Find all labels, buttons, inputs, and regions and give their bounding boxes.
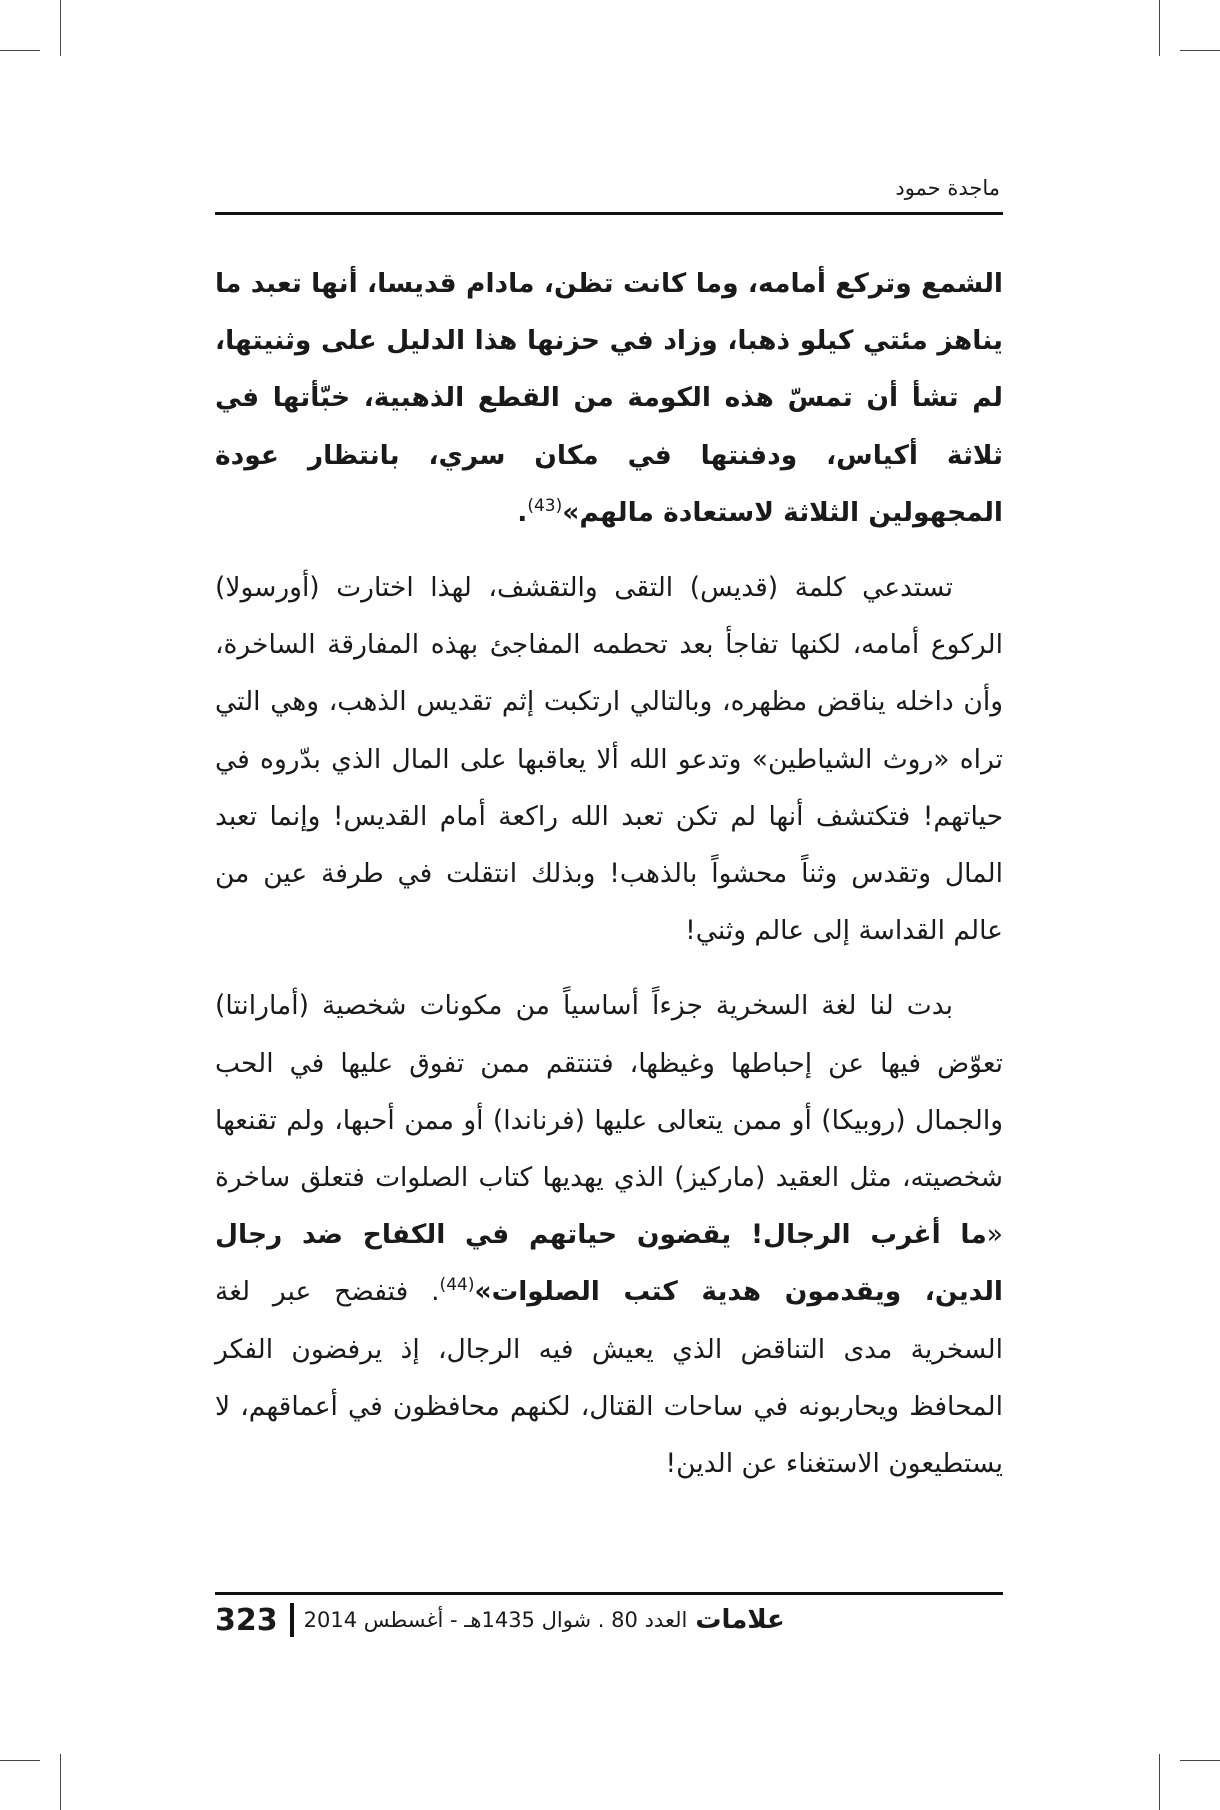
page-number: 323	[215, 1602, 278, 1638]
crop-mark	[1180, 50, 1220, 51]
footer	[215, 1600, 1003, 1640]
footnote-ref-43: (43)	[527, 495, 563, 516]
crop-mark	[1159, 0, 1160, 56]
paragraph-saint: تستدعي كلمة (قديس) التقى والتقشف، لهذا اختارت (أورسولا) الركوع أمامه، لكنها تفاجأ بعد تحطمه المفاجئ بهذه المفارقة الساخرة، وأن داخله يناقض مظهره، وبالتالي ارتكبت إثم تقديس الذهب، وهي التي تراه «روث الشياطين» وتدعو الله ألا يعاقبها على المال الذي بدّروه في حياتهم! فتكتشف أنها لم تكن تعبد الله راكعة أمام القديس! وإنما تعبد المال وتقدس وثناً محشواً بالذهب! وبذلك انتقلت في طرفة عين من عالم القداسة إلى عالم وثني!	[215, 572, 1003, 947]
crop-mark	[0, 50, 40, 51]
crop-mark	[60, 1754, 61, 1810]
crop-mark	[1180, 1760, 1220, 1761]
paragraph-quote	[215, 255, 1003, 541]
period: .	[517, 496, 528, 528]
paragraph-rest: . فتفضح عبر لغة السخرية مدى التناقض الذي يعيش فيه الرجال، إذ يرفضون الفكر المحافظ ويحاربونه في ساحات القتال، لكنهم محافظون في أعماقهم، لا يستطيعون الاستغناء عن الدين!	[215, 1276, 1003, 1480]
quote-close: »	[474, 1276, 492, 1308]
header-rule	[215, 212, 1003, 215]
crop-mark	[1159, 1754, 1160, 1810]
crop-mark	[0, 1760, 40, 1761]
journal-title: علامات	[695, 1605, 785, 1635]
body-text	[215, 255, 1003, 1510]
paragraph-intro: بدت لنا لغة السخرية جزءاً أساسياً من مكونات شخصية (أمارانتا) تعوّض فيها عن إحباطها وغيظها، فتنتقم ممن تفوق عليها في الحب والجمال (روبيكا) أو ممن يتعالى عليها (فرناندا) أو ممن أحبها، ولم تقنعها شخصيته، مثل العقيد (ماركيز) الذي يهديها كتاب الصلوات فتعلق ساخرة «	[215, 990, 1003, 1251]
crop-mark	[60, 0, 61, 56]
paragraph-irony	[215, 977, 1003, 1492]
issue-info: العدد 80 . شوال 1435هـ - أغسطس 2014	[303, 1608, 688, 1632]
footer-rule	[215, 1592, 1003, 1595]
bold-quote: ما أغرب الرجال! يقضون حياتهم في الكفاح ضد رجال الدين، ويقدمون هدية كتب الصلوات	[215, 1219, 1003, 1308]
footnote-ref-44: (44)	[439, 1275, 475, 1296]
footer-divider	[290, 1603, 294, 1637]
quote-text: الشمع وتركع أمامه، وما كانت تظن، مادام قديسا، أنها تعبد ما يناهز مئتي كيلو ذهبا، وزاد في حزنها هذا الدليل على وثنيتها، لم تشأ أن تمسّ هذه الكومة من القطع الذهبية، خبّأتها في ثلاثة أكياس، ودفنتها في مكان سري، بانتظار عودة المجهولين الثلاثة لاستعادة مالهم»	[215, 268, 1003, 528]
running-header-author: ماجدة حمود	[895, 176, 1000, 200]
